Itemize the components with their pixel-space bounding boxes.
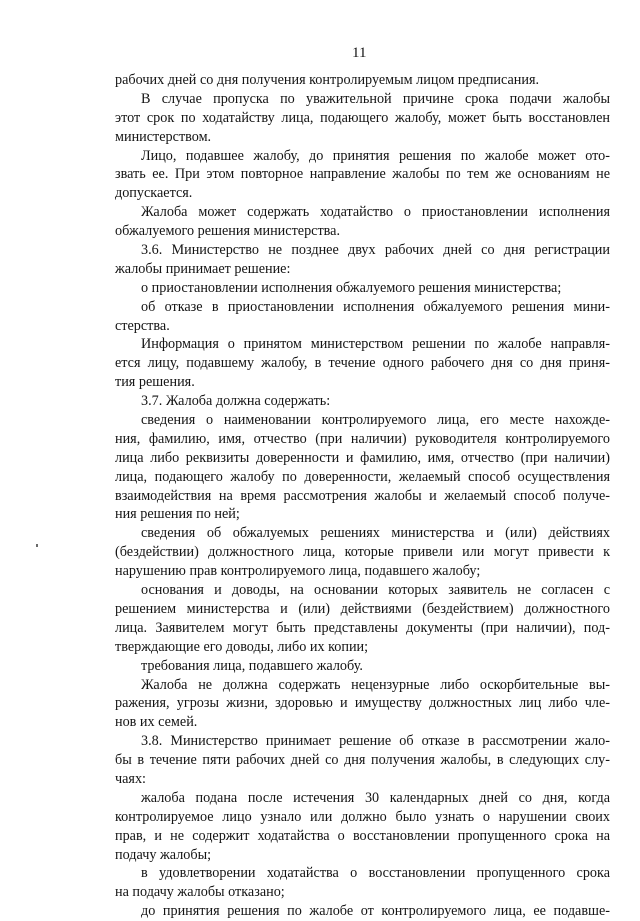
document-body: [115, 71, 610, 921]
text-line: сведения об обжалуемых решениях министерства и (или) действиях: [141, 525, 610, 542]
text-line: (бездействии) должностного лица, которые привели или могут привести к: [115, 544, 610, 561]
text-line: чаях:: [115, 770, 146, 787]
text-line: ния, фамилию, имя, отчество (при наличии) руководителя контролируемого: [115, 430, 610, 447]
text-line: ния решения по ней;: [115, 506, 240, 523]
text-line: стерства.: [115, 317, 170, 334]
text-line: ется лицу, подавшему жалобу, в течение одного рабочего дня со дня приня-: [115, 355, 610, 372]
text-line: взаимодействия на время рассмотрения жалобы и желаемый способ получе-: [115, 487, 610, 504]
text-line: нов их семей.: [115, 714, 198, 731]
text-line: жалобы принимает решение:: [115, 260, 291, 277]
text-line: решением министерства и (или) действиями (бездействием) должностного: [115, 600, 610, 617]
text-line: об отказе в приостановлении исполнения обжалуемого решения мини-: [141, 298, 610, 315]
text-line: нарушению прав контролируемого лица, подавшего жалобу;: [115, 563, 481, 580]
text-line: ражения, угрозы жизни, здоровью и имуществу должностных лиц либо чле-: [115, 695, 610, 712]
text-line: прав, и не содержит ходатайства о восстановлении пропущенного срока на: [115, 827, 610, 844]
text-line: министерством.: [115, 128, 212, 145]
text-line: этот срок по ходатайству лица, подающего жалобу, может быть восстановлен: [115, 109, 610, 126]
text-line: В случае пропуска по уважительной причине срока подачи жалобы: [141, 90, 610, 107]
text-line: тверждающие его доводы, либо их копии;: [115, 638, 369, 655]
text-line: подачу жалобы;: [115, 846, 212, 863]
text-line: Жалоба может содержать ходатайство о приостановлении исполнения: [141, 204, 610, 221]
text-line: лица. Заявителем могут быть представлены документы (при наличии), под-: [115, 619, 610, 636]
text-line: контролируемое лицо узнало или должно было узнать о нарушении своих: [115, 808, 610, 825]
text-line: о приостановлении исполнения обжалуемого решения министерства;: [141, 279, 562, 296]
text-line: 3.8. Министерство принимает решение об отказе в рассмотрении жало-: [141, 733, 610, 750]
text-line: звать ее. При этом повторное направление жалобы по тем же основаниям не: [115, 166, 610, 183]
text-line: 3.6. Министерство не позднее двух рабочих дней со дня регистрации: [141, 242, 610, 259]
text-line: сведения о наименовании контролируемого лица, его месте нахожде-: [141, 412, 610, 429]
text-line: обжалуемого решения министерства.: [115, 223, 341, 240]
text-line: основания и доводы, на основании которых заявитель не согласен с: [141, 582, 610, 599]
text-line: на подачу жалобы отказано;: [115, 884, 285, 901]
scan-speck: [36, 544, 38, 547]
text-line: до принятия решения по жалобе от контролируемого лица, ее подавше-: [141, 903, 610, 920]
text-line: бы в течение пяти рабочих дней со дня получения жалобы, в следующих слу-: [115, 752, 610, 769]
page-number: 11: [352, 45, 367, 61]
text-line: Жалоба не должна содержать нецензурные либо оскорбительные вы-: [141, 676, 610, 693]
text-line: в удовлетворении ходатайства о восстановлении пропущенного срока: [141, 865, 610, 882]
text-line: лица либо реквизиты доверенности и фамилию, имя, отчество (при наличии): [115, 449, 610, 466]
text-line: требования лица, подавшего жалобу.: [141, 657, 363, 674]
text-line: Лицо, подавшее жалобу, до принятия решения по жалобе может ото-: [141, 147, 610, 164]
text-line: рабочих дней со дня получения контролируемым лицом предписания.: [115, 72, 540, 88]
text-line: 3.7. Жалоба должна содержать:: [141, 393, 331, 410]
text-line: жалоба подана после истечения 30 календарных дней со дня, когда: [141, 789, 610, 806]
text-line: тия решения.: [115, 374, 195, 391]
text-line: Информация о принятом министерством решении по жалобе направля-: [141, 336, 610, 353]
text-line: допускается.: [115, 185, 193, 202]
text-line: лица, подающего жалобу по доверенности, желаемый способ осуществления: [115, 468, 610, 485]
